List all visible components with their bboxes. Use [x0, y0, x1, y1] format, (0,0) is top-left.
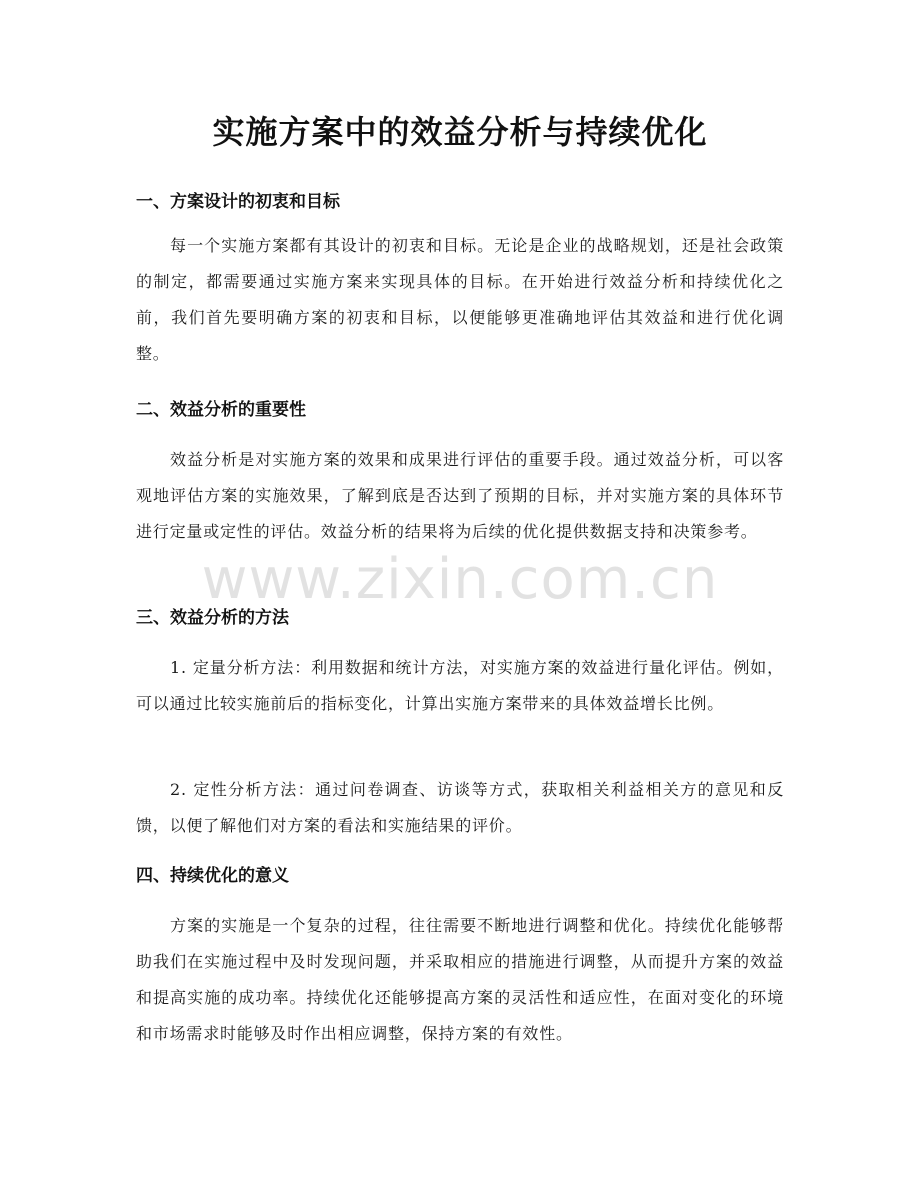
section-1-paragraph-1: 每一个实施方案都有其设计的初衷和目标。无论是企业的战略规划，还是社会政策的制定，都需要通过实施方案来实现具体的目标。在开始进行效益分析和持续优化之前，我们首先要明确方案的初衷和目标，以便能够更准确地评估其效益和进行优化调整。: [136, 236, 784, 363]
section-3-paragraph-2: 2. 定性分析方法：通过问卷调查、访谈等方式，获取相关利益相关方的意见和反馈，以便了解他们对方案的看法和实施结果的评价。: [136, 780, 784, 835]
section-4-paragraph-1: 方案的实施是一个复杂的过程，往往需要不断地进行调整和优化。持续优化能够帮助我们在实施过程中及时发现问题，并采取相应的措施进行调整，从而提升方案的效益和提高实施的成功率。持续优化还能够提高方案的灵活性和适应性，在面对变化的环境和市场需求时能够及时作出相应调整，保持方案的有效性。: [136, 916, 784, 1043]
section-heading-2: 二、效益分析的重要性: [136, 400, 306, 420]
watermark: www.zixin.com.cn: [201, 547, 719, 612]
section-3-paragraph-1: 1. 定量分析方法：利用数据和统计方法，对实施方案的效益进行量化评估。例如，可以通过比较实施前后的指标变化，计算出实施方案带来的具体效益增长比例。: [136, 658, 784, 713]
section-2-paragraph-1: 效益分析是对实施方案的效果和成果进行评估的重要手段。通过效益分析，可以客观地评估方案的实施效果，了解到底是否达到了预期的目标，并对实施方案的具体环节进行定量或定性的评估。效益分析的结果将为后续的优化提供数据支持和决策参考。: [136, 450, 784, 541]
section-heading-4: 四、持续优化的意义: [136, 866, 289, 886]
document-title: 实施方案中的效益分析与持续优化: [212, 113, 708, 151]
section-heading-3: 三、效益分析的方法: [136, 608, 289, 628]
section-heading-1: 一、方案设计的初衷和目标: [136, 192, 340, 212]
